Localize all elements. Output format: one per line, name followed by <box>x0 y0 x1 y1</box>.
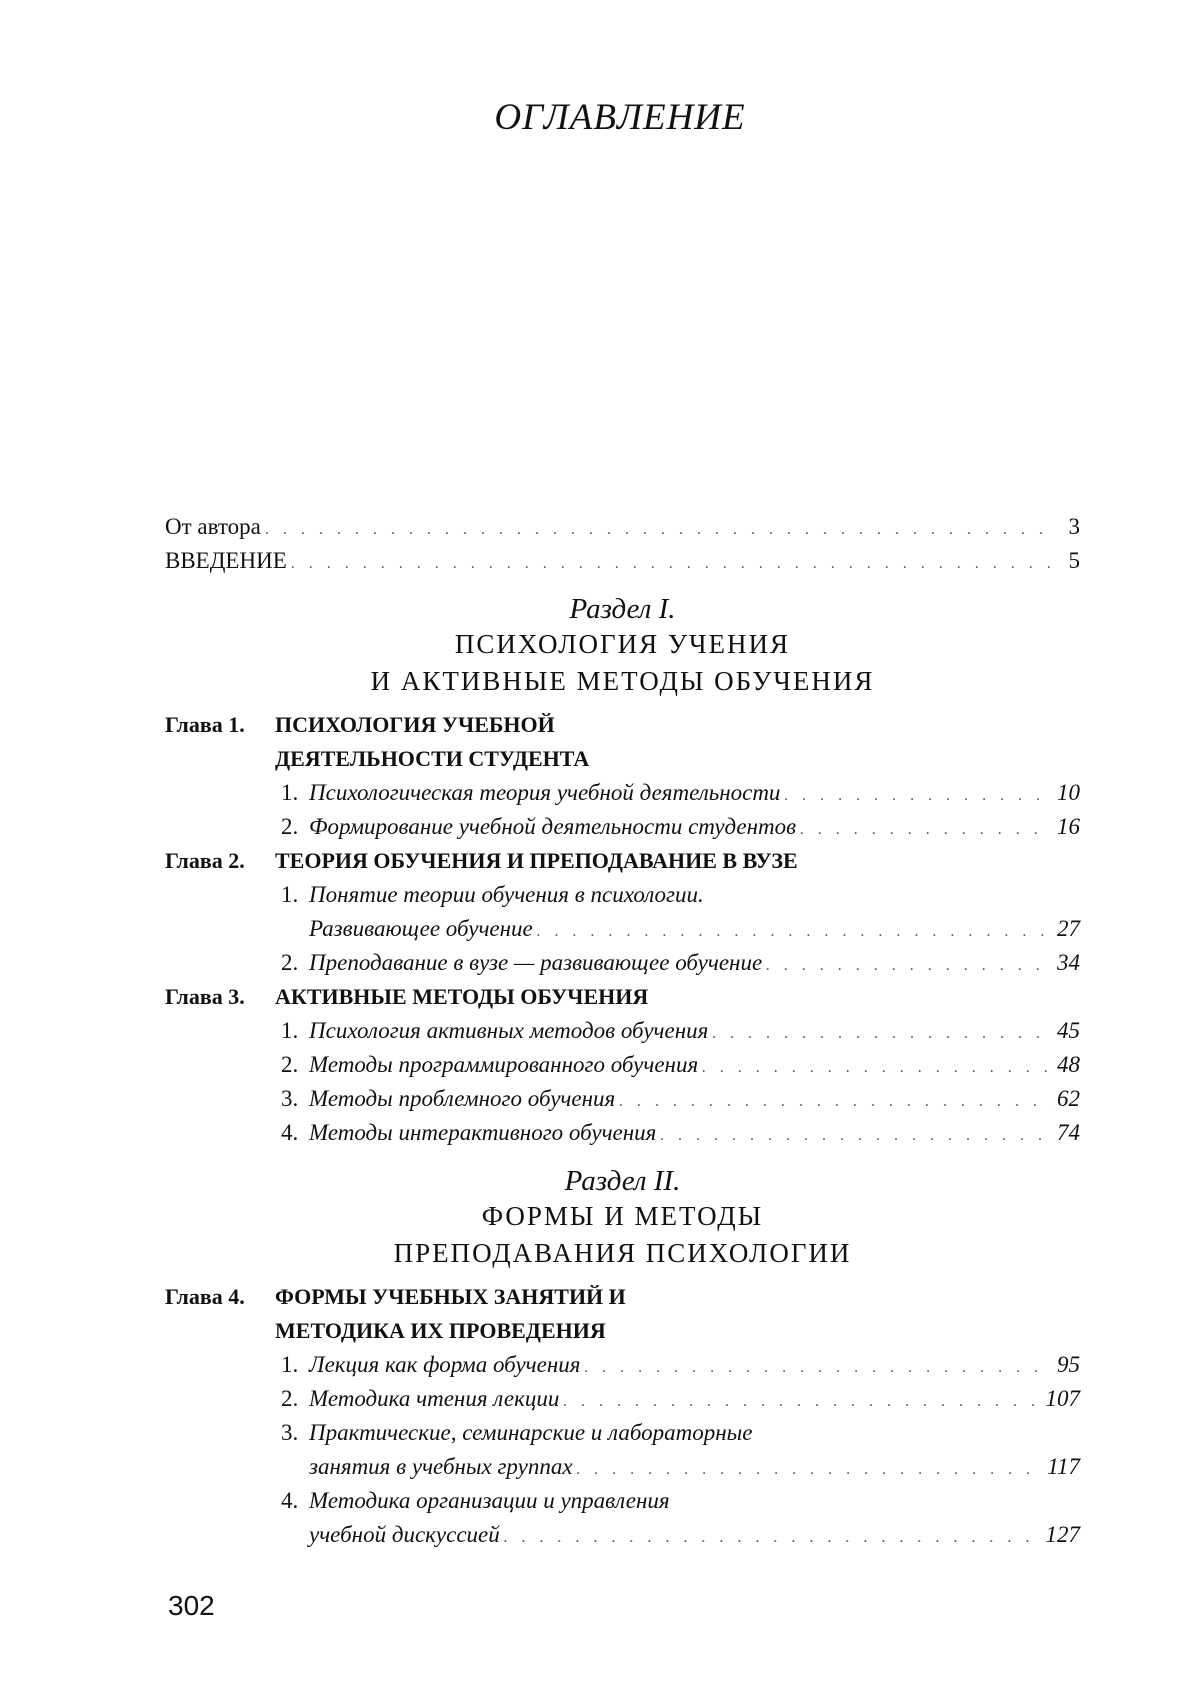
toc-item[interactable] <box>165 1518 1080 1552</box>
toc-page-number: 95 <box>1057 1352 1080 1377</box>
part-label: Раздел II. <box>564 1165 681 1197</box>
item-number: 2. <box>281 1052 299 1077</box>
toc-page-number: 107 <box>1045 1386 1080 1411</box>
item-number: 1. <box>281 882 299 907</box>
toc-page-number: 74 <box>1057 1120 1080 1145</box>
dot-leader <box>766 949 1052 983</box>
toc-item[interactable] <box>165 1082 1080 1116</box>
toc-item[interactable] <box>165 912 1080 946</box>
part-title-line: ФОРМЫ И МЕТОДЫ <box>481 1201 764 1231</box>
toc-item-first-line[interactable] <box>165 1416 1080 1450</box>
chapter-number: Глава 1. <box>165 712 245 737</box>
dot-leader <box>577 1453 1044 1487</box>
item-title-continued: учебной дискуссией <box>309 1522 500 1547</box>
toc-item-first-line[interactable] <box>165 878 1080 912</box>
item-number: 2. <box>281 814 299 839</box>
part-title-line: И АКТИВНЫЕ МЕТОДЫ ОБУЧЕНИЯ <box>370 666 875 696</box>
toc-item[interactable] <box>165 1382 1080 1416</box>
item-number: 3. <box>281 1086 299 1111</box>
page-title: ОГЛАВЛЕНИЕ <box>494 97 746 138</box>
table-of-contents <box>165 510 1080 1552</box>
part-2-heading <box>165 1164 1080 1272</box>
item-number: 2. <box>281 1386 299 1411</box>
item-title-continued: Развивающее обучение <box>309 916 533 941</box>
part-label: Раздел I. <box>569 593 676 625</box>
dot-leader <box>537 915 1052 949</box>
item-title: Лекция как форма обучения <box>309 1352 581 1377</box>
toc-item[interactable] <box>165 1048 1080 1082</box>
item-title: Понятие теории обучения в психологии. <box>309 882 704 907</box>
item-number: 1. <box>281 780 299 805</box>
toc-page-number: 10 <box>1057 780 1080 805</box>
dot-leader <box>660 1119 1052 1153</box>
item-number: 1. <box>281 1352 299 1377</box>
dot-leader <box>800 813 1052 847</box>
toc-page-number: 48 <box>1057 1052 1080 1077</box>
toc-entry-label: ВВЕДЕНИЕ <box>165 548 287 573</box>
item-title: Преподавание в вузе — развивающее обучение <box>309 950 763 975</box>
item-title: Практические, семинарские и лабораторные <box>309 1420 753 1445</box>
toc-page-number: 27 <box>1057 916 1080 941</box>
dot-leader <box>504 1521 1042 1555</box>
item-title: Методы программированного обучения <box>309 1052 699 1077</box>
dot-leader <box>702 1051 1052 1085</box>
item-number: 1. <box>281 1018 299 1043</box>
chapter-3-heading[interactable] <box>165 980 1080 1014</box>
chapter-number: Глава 4. <box>165 1284 245 1309</box>
toc-entry-label: От автора <box>165 514 261 539</box>
toc-page-number: 5 <box>1068 548 1080 573</box>
item-title: Психология активных методов обучения <box>309 1018 709 1043</box>
chapter-title: ФОРМЫ УЧЕБНЫХ ЗАНЯТИЙ И МЕТОДИКА ИХ ПРОВЕДЕНИЯ <box>275 1284 626 1343</box>
chapter-title: ПСИХОЛОГИЯ УЧЕБНОЙ ДЕЯТЕЛЬНОСТИ СТУДЕНТА <box>275 712 590 771</box>
item-title: Методы проблемного обучения <box>309 1086 616 1111</box>
item-number: 3. <box>281 1420 299 1445</box>
toc-page-number: 117 <box>1047 1454 1080 1479</box>
chapter-number: Глава 3. <box>165 984 245 1009</box>
dot-leader <box>619 1085 1052 1119</box>
dot-leader <box>584 1351 1052 1385</box>
toc-page-number: 3 <box>1068 514 1080 539</box>
dot-leader <box>784 779 1052 813</box>
toc-entry-introduction[interactable] <box>165 544 1080 578</box>
toc-page-number: 16 <box>1057 814 1080 839</box>
item-number: 2. <box>281 950 299 975</box>
toc-page-number: 45 <box>1057 1018 1080 1043</box>
chapter-number: Глава 2. <box>165 848 245 873</box>
part-title-line: ПСИХОЛОГИЯ УЧЕНИЯ <box>454 629 791 659</box>
item-title: Методы интерактивного обучения <box>309 1120 657 1145</box>
item-title: Методика чтения лекции <box>309 1386 560 1411</box>
part-title-line: ПРЕПОДАВАНИЯ ПСИХОЛОГИИ <box>393 1238 852 1268</box>
chapter-2-heading[interactable] <box>165 844 1080 878</box>
item-title: Формирование учебной деятельности студентов <box>309 814 797 839</box>
dot-leader <box>712 1017 1052 1051</box>
toc-page-number: 127 <box>1045 1522 1080 1547</box>
item-number: 4. <box>281 1488 299 1513</box>
toc-item[interactable] <box>165 946 1080 980</box>
toc-item[interactable] <box>165 1116 1080 1150</box>
toc-entry-from-author[interactable] <box>165 510 1080 544</box>
toc-item[interactable] <box>165 776 1080 810</box>
item-number: 4. <box>281 1120 299 1145</box>
chapter-title: ТЕОРИЯ ОБУЧЕНИЯ И ПРЕПОДАВАНИЕ В ВУЗЕ <box>275 848 798 873</box>
toc-item[interactable] <box>165 1450 1080 1484</box>
chapter-title: АКТИВНЫЕ МЕТОДЫ ОБУЧЕНИЯ <box>275 984 649 1009</box>
dot-leader <box>265 513 1052 547</box>
toc-item-first-line[interactable] <box>165 1484 1080 1518</box>
toc-item[interactable] <box>165 1348 1080 1382</box>
toc-page-number: 62 <box>1057 1086 1080 1111</box>
toc-item[interactable] <box>165 810 1080 844</box>
toc-item[interactable] <box>165 1014 1080 1048</box>
page-number: 302 <box>168 1590 215 1621</box>
toc-page-number: 34 <box>1057 950 1080 975</box>
dot-leader <box>291 547 1052 581</box>
item-title-continued: занятия в учебных группах <box>309 1454 573 1479</box>
item-title: Методика организации и управления <box>309 1488 670 1513</box>
part-1-heading <box>165 592 1080 700</box>
chapter-4-heading[interactable] <box>165 1280 1080 1348</box>
dot-leader <box>563 1385 1041 1419</box>
item-title: Психологическая теория учебной деятельности <box>309 780 781 805</box>
chapter-1-heading[interactable] <box>165 708 1080 776</box>
